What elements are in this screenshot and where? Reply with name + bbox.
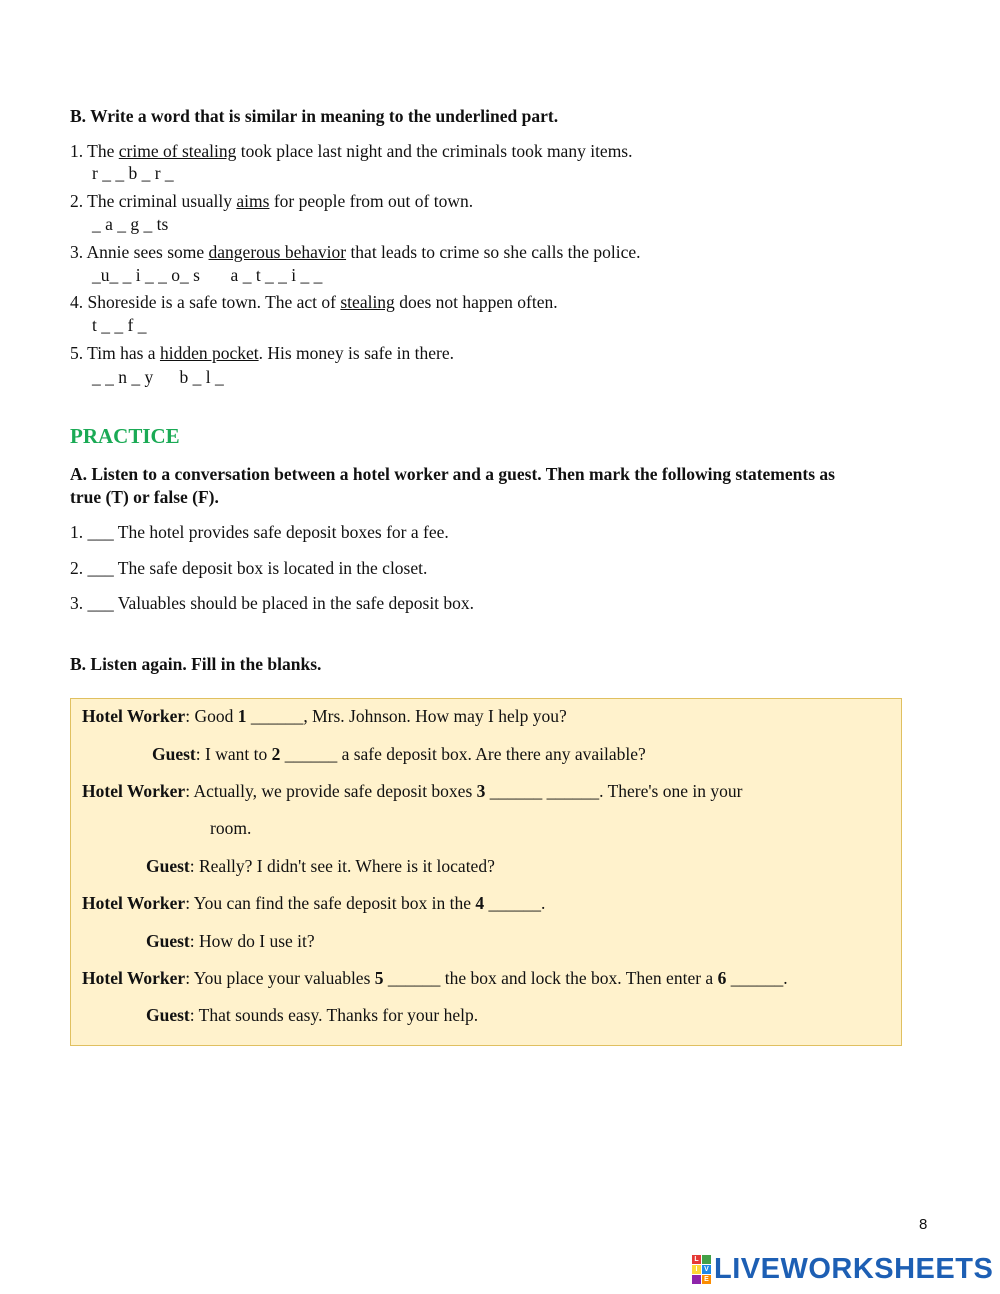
statement-1: 1. ___ The hotel provides safe deposit boxes for a fee. (70, 522, 449, 542)
practice-a-heading: A. Listen to a conversation between a hotel worker and a guest. Then mark the following statements as (70, 464, 835, 484)
question-4: 4. Shoreside is a safe town. The act of stealing does not happen often. (70, 292, 558, 312)
logo-mark-icon: L I V E (692, 1255, 711, 1284)
question-2: 2. The criminal usually aims for people from out of town. (70, 191, 474, 211)
underlined-phrase: dangerous behavior (208, 242, 347, 262)
page-number: 8 (919, 1216, 928, 1233)
statement-2: 2. ___ The safe deposit box is located in the closet. (70, 558, 428, 578)
speaker: Hotel Worker (82, 893, 186, 913)
practice-a-heading-cont: true (T) or false (F). (70, 487, 219, 507)
dialogue-line-8: Guest: That sounds easy. Thanks for your help. (146, 1005, 479, 1025)
hint-5: _ _ n _ y b _ l _ (92, 367, 224, 387)
dialogue-line-2: Guest: I want to 2 ______ a safe deposit box. Are there any available? (152, 744, 646, 764)
dialogue-line-7: Hotel Worker: You place your valuables 5 ______ the box and lock the box. Then enter a 6 ______. (82, 968, 788, 988)
practice-title: PRACTICE (70, 424, 180, 448)
speaker: Hotel Worker (82, 968, 186, 988)
hint-2: _ a _ g _ ts (92, 214, 169, 234)
statement-3: 3. ___ Valuables should be placed in the safe deposit box. (70, 593, 475, 613)
underlined-phrase: aims (236, 191, 270, 211)
practice-b-heading: B. Listen again. Fill in the blanks. (70, 654, 322, 674)
speaker: Hotel Worker (82, 781, 186, 801)
underlined-phrase: hidden pocket (159, 343, 259, 363)
question-3: 3. Annie sees some dangerous behavior that leads to crime so she calls the police. (70, 242, 641, 262)
liveworksheets-logo (692, 1252, 993, 1286)
speaker: Hotel Worker (82, 706, 186, 726)
dialogue-line-4: Guest: Really? I didn't see it. Where is it located? (146, 856, 495, 876)
speaker: Guest (152, 744, 196, 764)
hint-4: t _ _ f _ (92, 315, 147, 335)
question-1: 1. The crime of stealing took place last night and the criminals took many items. (70, 141, 633, 161)
dialogue-line-3: Hotel Worker: Actually, we provide safe deposit boxes 3 ______ ______. There's one in your (82, 781, 743, 801)
hint-3: _u_ _ i _ _ o_ s a _ t _ _ i _ _ (92, 265, 323, 285)
question-5: 5. Tim has a hidden pocket. His money is safe in there. (70, 343, 454, 363)
hint-1: r _ _ b _ r _ (92, 163, 174, 183)
section-b-heading: B. Write a word that is similar in meaning to the underlined part. (70, 106, 559, 126)
speaker: Guest (146, 1005, 190, 1025)
underlined-phrase: crime of stealing (118, 141, 237, 161)
speaker: Guest (146, 856, 190, 876)
dialogue-line-1: Hotel Worker: Good 1 ______, Mrs. Johnson. How may I help you? (82, 706, 567, 726)
dialogue-line-5: Hotel Worker: You can find the safe deposit box in the 4 ______. (82, 893, 546, 913)
logo-text: LIVEWORKSHEETS (714, 1252, 994, 1285)
speaker: Guest (146, 931, 190, 951)
underlined-phrase: stealing (340, 292, 395, 312)
dialogue-line-3-cont: room. (210, 818, 252, 838)
dialogue-line-6: Guest: How do I use it? (146, 931, 315, 951)
